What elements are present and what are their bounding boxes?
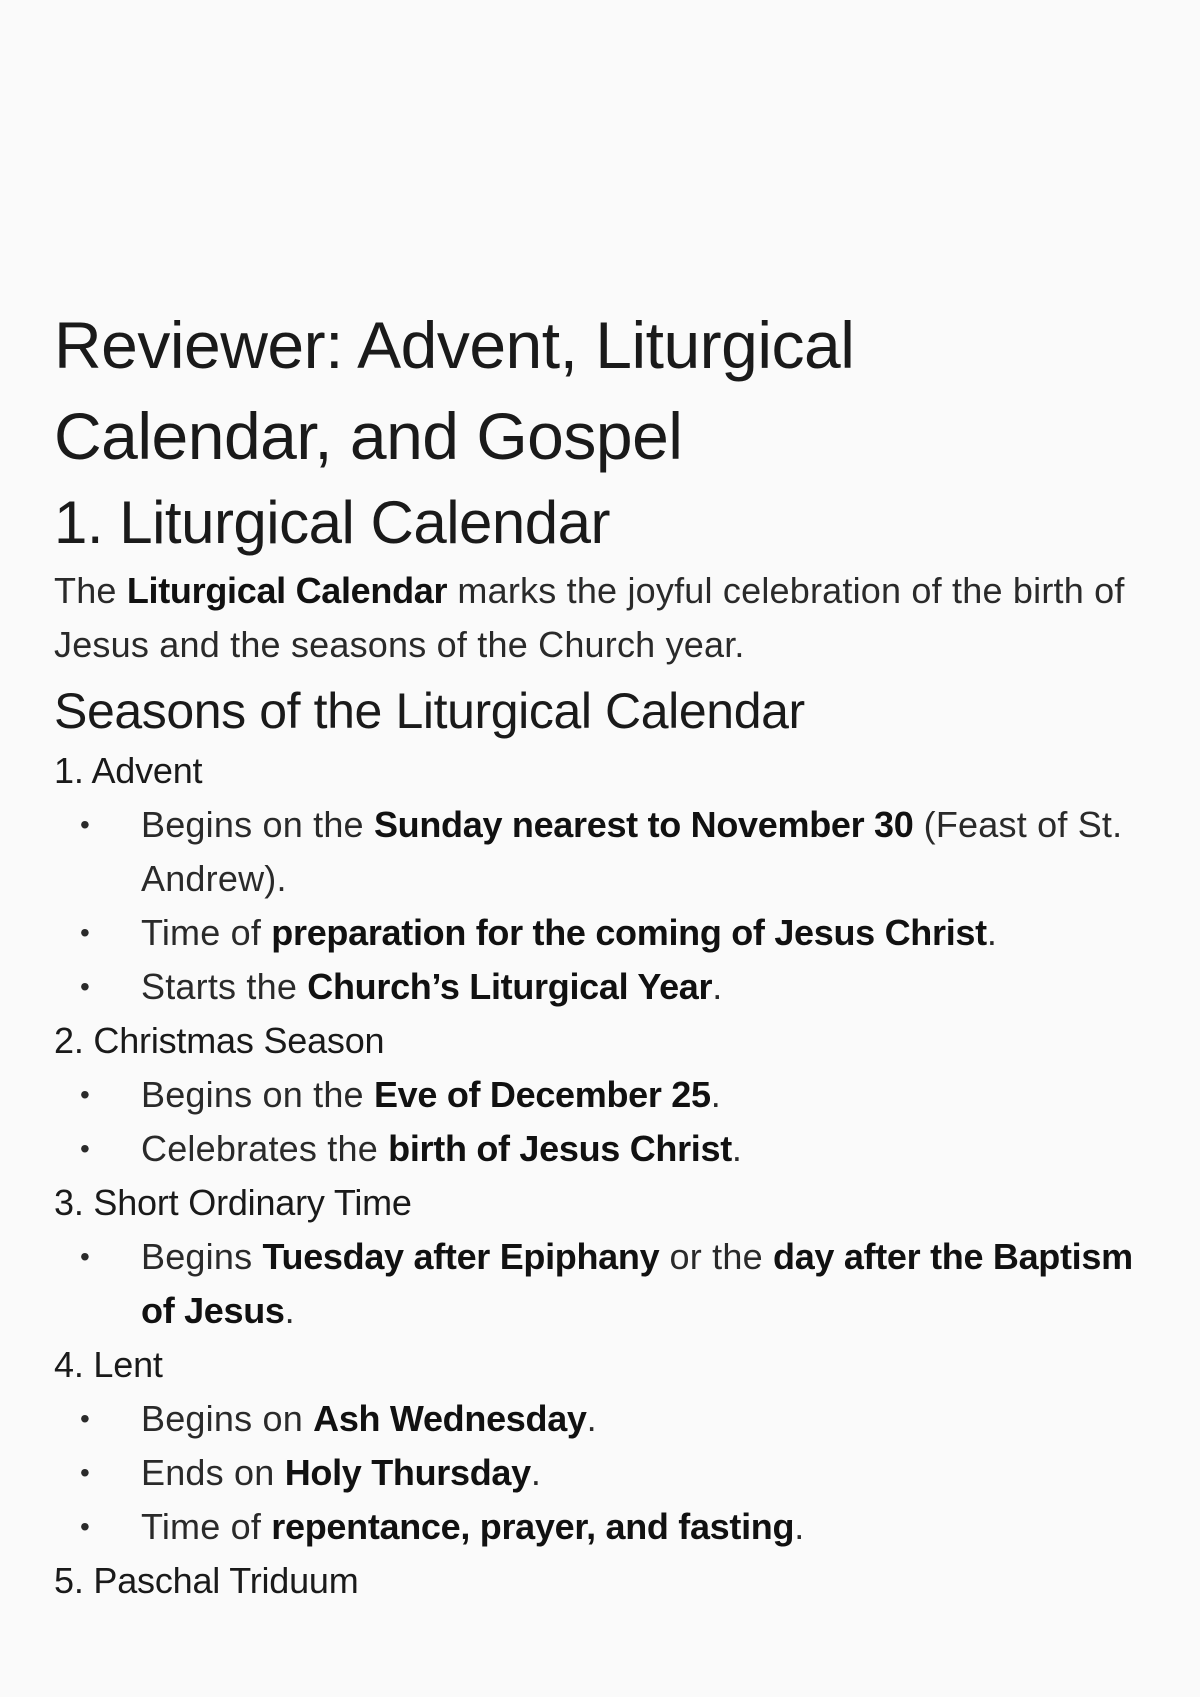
bullet-text: Time of (141, 912, 272, 953)
bullet-text: Begins on the (141, 804, 374, 845)
intro-text-pre: The (54, 570, 127, 611)
bullet-text: Begins on the (141, 1074, 374, 1115)
bullet-text: Ends on (141, 1452, 285, 1493)
section-heading-liturgical-calendar: 1. Liturgical Calendar (54, 489, 610, 556)
bullet-icon: • (80, 971, 91, 1002)
bullet-text: (Feast of St. Andrew). (141, 804, 1123, 899)
bullet-icon: • (80, 1511, 91, 1542)
season-title: 4. Lent (54, 1344, 163, 1385)
bullet-icon: • (80, 1457, 91, 1488)
season-paschal-triduum (54, 1554, 1154, 1608)
bullet-text: Begins on (141, 1398, 314, 1439)
bullet-list (54, 798, 1154, 1014)
document-title-line-2: Calendar, and Gospel (54, 399, 683, 473)
bullet-text-bold: Ash Wednesday (313, 1398, 587, 1439)
bullet-text: Starts the (141, 966, 308, 1007)
list-item (54, 1068, 1154, 1122)
bullet-text: . (712, 966, 723, 1007)
bullet-icon: • (80, 1133, 91, 1164)
season-advent (54, 744, 1154, 1014)
bullet-icon: • (80, 1079, 91, 1110)
bullet-text: Time of (141, 1506, 272, 1547)
bullet-text: . (710, 1074, 721, 1115)
bullet-text: . (794, 1506, 805, 1547)
seasons-heading: Seasons of the Liturgical Calendar (54, 683, 805, 739)
bullet-text-bold: preparation for the coming of Jesus Christ (271, 912, 987, 953)
bullet-text-bold: Holy Thursday (284, 1452, 531, 1493)
bullet-icon: • (80, 1241, 91, 1272)
bullet-text: . (530, 1452, 542, 1493)
document-title-line-1: Reviewer: Advent, Liturgical (54, 308, 855, 382)
season-lent (54, 1338, 1154, 1554)
list-item (54, 798, 1154, 906)
list-item (54, 906, 1154, 960)
bullet-icon: • (80, 917, 91, 948)
bullet-text-bold: birth of Jesus Christ (388, 1128, 732, 1169)
document-page (54, 300, 1154, 1608)
document-title (54, 300, 1154, 482)
season-title: 3. Short Ordinary Time (54, 1182, 412, 1223)
bullet-list (54, 1230, 1154, 1338)
bullet-icon: • (80, 1403, 91, 1434)
bullet-text-bold: Sunday nearest to November 30 (373, 804, 914, 845)
season-short-ordinary-time (54, 1176, 1154, 1338)
intro-paragraph (54, 564, 1154, 672)
season-christmas (54, 1014, 1154, 1176)
bullet-text-bold: Tuesday after Epiphany (262, 1236, 660, 1277)
bullet-text: . (731, 1128, 743, 1169)
intro-text-bold: Liturgical Calendar (126, 570, 448, 611)
intro-text-post: marks the joyful celebration of the birth of Jesus and the seasons of the Church year. (54, 570, 1125, 665)
bullet-text-bold: repentance, prayer, and fasting (271, 1506, 795, 1547)
bullet-text: . (586, 1398, 597, 1439)
list-item (54, 960, 1154, 1014)
bullet-text: Begins (141, 1236, 263, 1277)
bullet-text: . (986, 912, 998, 953)
list-item (54, 1392, 1154, 1446)
list-item (54, 1500, 1154, 1554)
list-item (54, 1446, 1154, 1500)
bullet-text: . (284, 1290, 295, 1331)
season-title: 1. Advent (54, 750, 203, 791)
season-title: 2. Christmas Season (54, 1020, 385, 1061)
bullet-text-bold: day after the Baptism of Jesus (141, 1236, 1133, 1331)
bullet-text-bold: Church’s Liturgical Year (307, 966, 713, 1007)
bullet-text: or the (659, 1236, 773, 1277)
season-title: 5. Paschal Triduum (54, 1560, 359, 1601)
bullet-list (54, 1068, 1154, 1176)
bullet-list (54, 1392, 1154, 1554)
list-item (54, 1122, 1154, 1176)
bullet-text: Celebrates the (141, 1128, 389, 1169)
list-item (54, 1230, 1154, 1338)
bullet-icon: • (80, 809, 91, 840)
bullet-text-bold: Eve of December 25 (373, 1074, 711, 1115)
